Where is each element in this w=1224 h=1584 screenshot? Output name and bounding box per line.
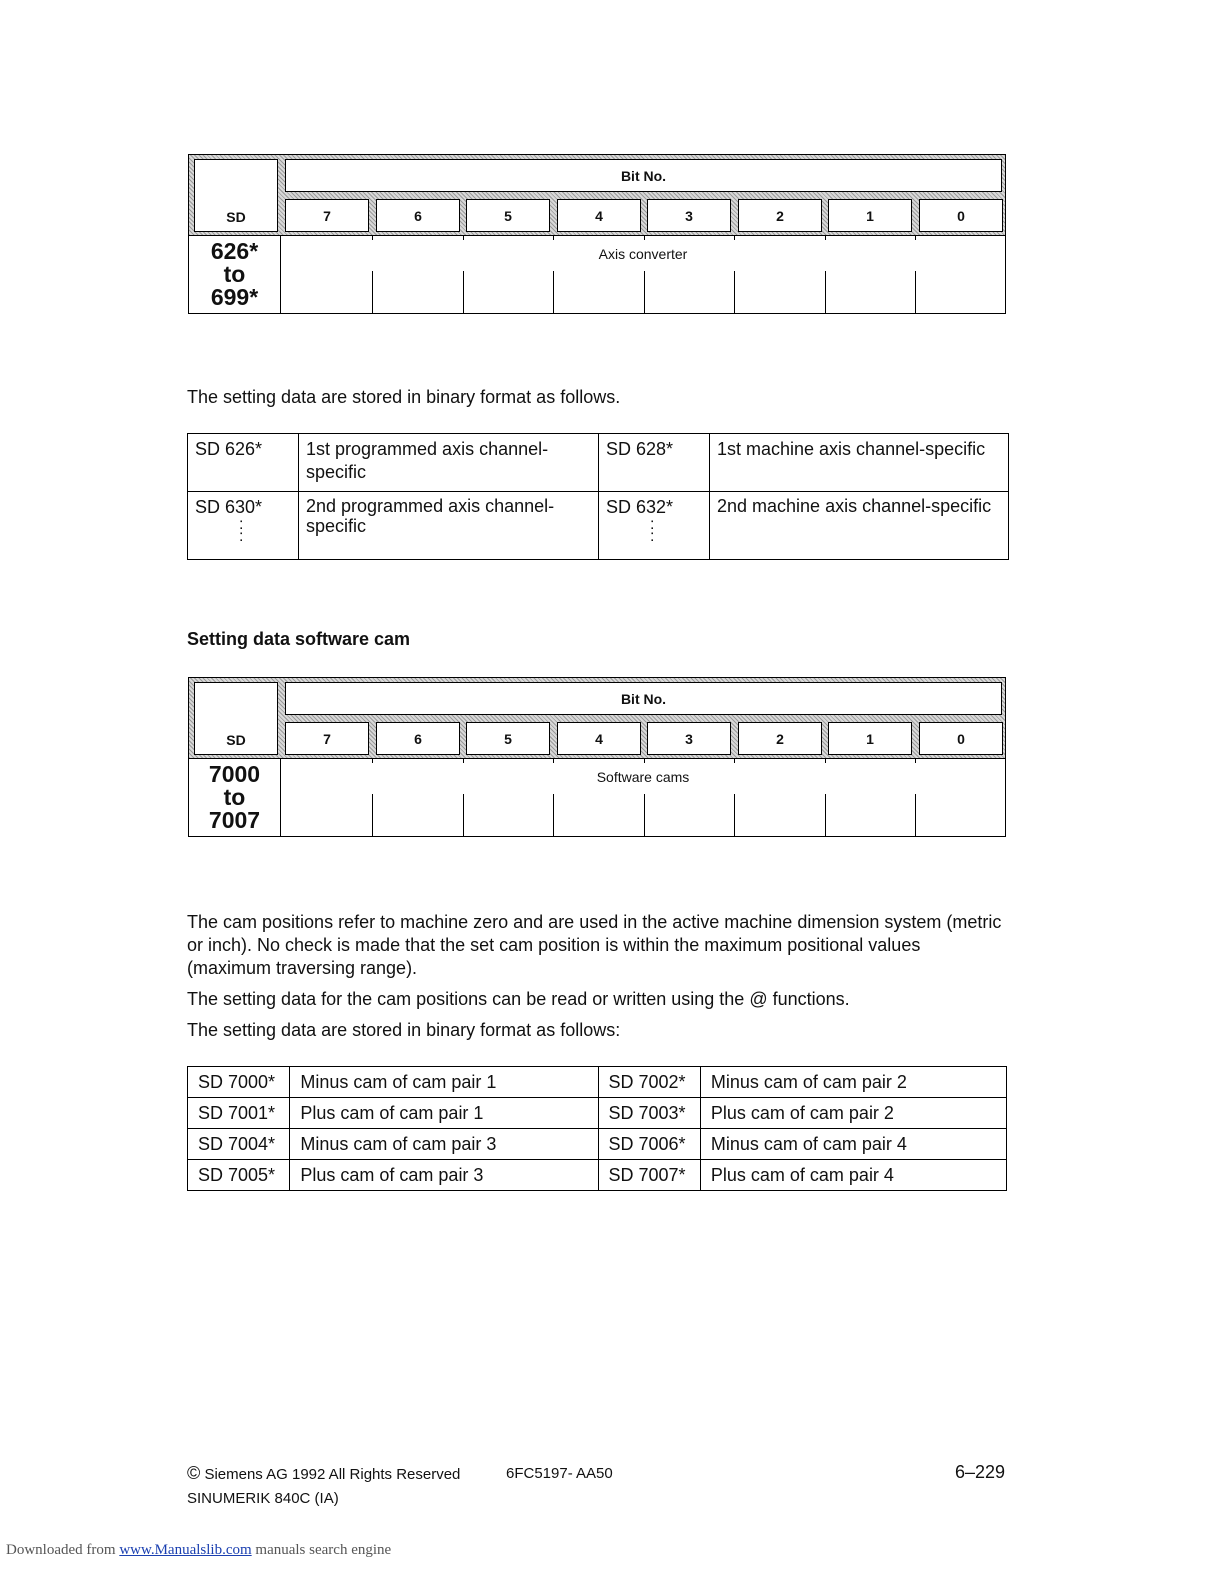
divider — [553, 759, 554, 763]
table-row — [188, 434, 1009, 492]
sd-range-to-word: to — [223, 261, 246, 287]
divider — [825, 271, 826, 313]
divider — [915, 794, 916, 836]
sd-cell: SD 7006* — [598, 1129, 700, 1160]
copyright-symbol: © — [187, 1463, 201, 1483]
copyright-text: Siemens AG 1992 All Rights Reserved — [204, 1466, 461, 1483]
bit-cell: 4 — [557, 722, 641, 755]
desc-cell: 1st programmed axis channel-specific — [299, 434, 599, 492]
sd-range — [189, 236, 281, 313]
bit-table-header-cam — [188, 677, 1006, 759]
bit-field-label: Software cams — [596, 769, 690, 785]
manualslib-link[interactable]: www.Manualslib.com — [119, 1542, 252, 1558]
divider — [644, 236, 645, 240]
order-number: 6FC5197- AA50 — [506, 1465, 613, 1482]
divider — [825, 759, 826, 763]
sd-range-to: 7007 — [208, 807, 261, 833]
divider — [372, 236, 373, 240]
bit-cell: 5 — [466, 199, 550, 232]
sd-label: SD 632* — [606, 497, 674, 517]
divider — [553, 236, 554, 240]
divider — [915, 271, 916, 313]
download-watermark — [6, 1542, 391, 1559]
desc-cell: Plus cam of cam pair 4 — [700, 1160, 1006, 1191]
bit-cell: 3 — [647, 199, 731, 232]
divider — [734, 759, 735, 763]
desc-cell: 1st machine axis channel-specific — [710, 434, 1009, 492]
sd-cell — [599, 492, 710, 560]
desc-cell: Minus cam of cam pair 4 — [700, 1129, 1006, 1160]
divider — [825, 794, 826, 836]
bit-cell: 6 — [376, 199, 460, 232]
sd-header: SD — [194, 682, 278, 755]
divider — [915, 759, 916, 763]
paragraph: The setting data for the cam positions can be read or written using the @ functions. — [187, 989, 850, 1009]
desc-cell: Minus cam of cam pair 3 — [290, 1129, 598, 1160]
desc-cell: Plus cam of cam pair 2 — [700, 1098, 1006, 1129]
desc-cell: Plus cam of cam pair 1 — [290, 1098, 598, 1129]
cam-assignment-table — [187, 1066, 1007, 1191]
sd-range — [189, 759, 281, 836]
divider — [644, 794, 645, 836]
bit-table-body-cam — [188, 759, 1006, 837]
desc-cell: 2nd machine axis channel-specific — [710, 492, 1009, 560]
sd-cell: SD 7005* — [188, 1160, 290, 1191]
sd-header: SD — [194, 159, 278, 232]
sd-cell: SD 626* — [188, 434, 299, 492]
divider — [372, 271, 373, 313]
bit-cell: 0 — [919, 722, 1003, 755]
continuation-mark: : — [650, 528, 655, 545]
bit-cell: 1 — [828, 199, 912, 232]
axis-assignment-table — [187, 433, 1009, 560]
sd-range-from: 7000 — [208, 761, 261, 787]
sd-range-to-word: to — [223, 784, 246, 810]
desc-cell: Minus cam of cam pair 2 — [700, 1067, 1006, 1098]
table-row — [188, 492, 1009, 560]
table-row — [188, 1098, 1007, 1129]
continuation-mark: : — [650, 516, 655, 533]
sd-range-from: 626* — [210, 238, 259, 264]
bit-cell: 0 — [919, 199, 1003, 232]
product-name: SINUMERIK 840C (IA) — [187, 1490, 339, 1507]
divider — [915, 236, 916, 240]
bit-cell: 3 — [647, 722, 731, 755]
divider — [463, 236, 464, 240]
bit-table-header-axis — [188, 154, 1006, 236]
divider — [734, 271, 735, 313]
sd-label: SD 630* — [195, 497, 263, 517]
table-row — [188, 1160, 1007, 1191]
sd-cell: SD 7003* — [598, 1098, 700, 1129]
copyright-line — [187, 1463, 460, 1484]
bit-no-header: Bit No. — [285, 682, 1002, 715]
bit-cell: 5 — [466, 722, 550, 755]
bit-cell: 2 — [738, 199, 822, 232]
continuation-mark: : — [239, 516, 244, 533]
divider — [463, 794, 464, 836]
bit-cell: 6 — [376, 722, 460, 755]
divider — [553, 794, 554, 836]
paragraph: The setting data are stored in binary format as follows: — [187, 1020, 621, 1040]
bit-cell: 7 — [285, 199, 369, 232]
divider — [463, 759, 464, 763]
divider — [734, 236, 735, 240]
divider — [553, 271, 554, 313]
bit-cell: 1 — [828, 722, 912, 755]
divider — [463, 271, 464, 313]
sd-cell: SD 7002* — [598, 1067, 700, 1098]
paragraph: The cam positions refer to machine zero and are used in the active machine dimension system (metric or inch). No check is made that the set cam position is within the maximum positional values (maximum traversing range). — [187, 912, 1002, 978]
sd-cell: SD 7000* — [188, 1067, 290, 1098]
divider — [734, 794, 735, 836]
divider — [644, 759, 645, 763]
bit-cell: 4 — [557, 199, 641, 232]
desc-cell: 2nd programmed axis channel-specific — [299, 492, 599, 560]
divider — [825, 236, 826, 240]
bit-table-body-axis — [188, 236, 1006, 314]
section-heading: Setting data software cam — [187, 629, 411, 649]
divider — [372, 794, 373, 836]
sd-cell — [188, 492, 299, 560]
sd-range-to: 699* — [210, 284, 259, 310]
bit-cell: 7 — [285, 722, 369, 755]
desc-cell: Plus cam of cam pair 3 — [290, 1160, 598, 1191]
watermark-suffix: manuals search engine — [255, 1542, 392, 1558]
divider — [372, 759, 373, 763]
paragraph: The setting data are stored in binary format as follows. — [187, 387, 621, 407]
sd-cell: SD 628* — [599, 434, 710, 492]
sd-cell: SD 7001* — [188, 1098, 290, 1129]
table-row — [188, 1129, 1007, 1160]
bit-no-header: Bit No. — [285, 159, 1002, 192]
sd-cell: SD 7007* — [598, 1160, 700, 1191]
page-number: 6–229 — [955, 1462, 1006, 1482]
continuation-mark: : — [239, 528, 244, 545]
divider — [644, 271, 645, 313]
bit-field-label: Axis converter — [598, 246, 688, 262]
table-row — [188, 1067, 1007, 1098]
desc-cell: Minus cam of cam pair 1 — [290, 1067, 598, 1098]
watermark-prefix: Downloaded from — [6, 1542, 116, 1558]
sd-cell: SD 7004* — [188, 1129, 290, 1160]
bit-cell: 2 — [738, 722, 822, 755]
